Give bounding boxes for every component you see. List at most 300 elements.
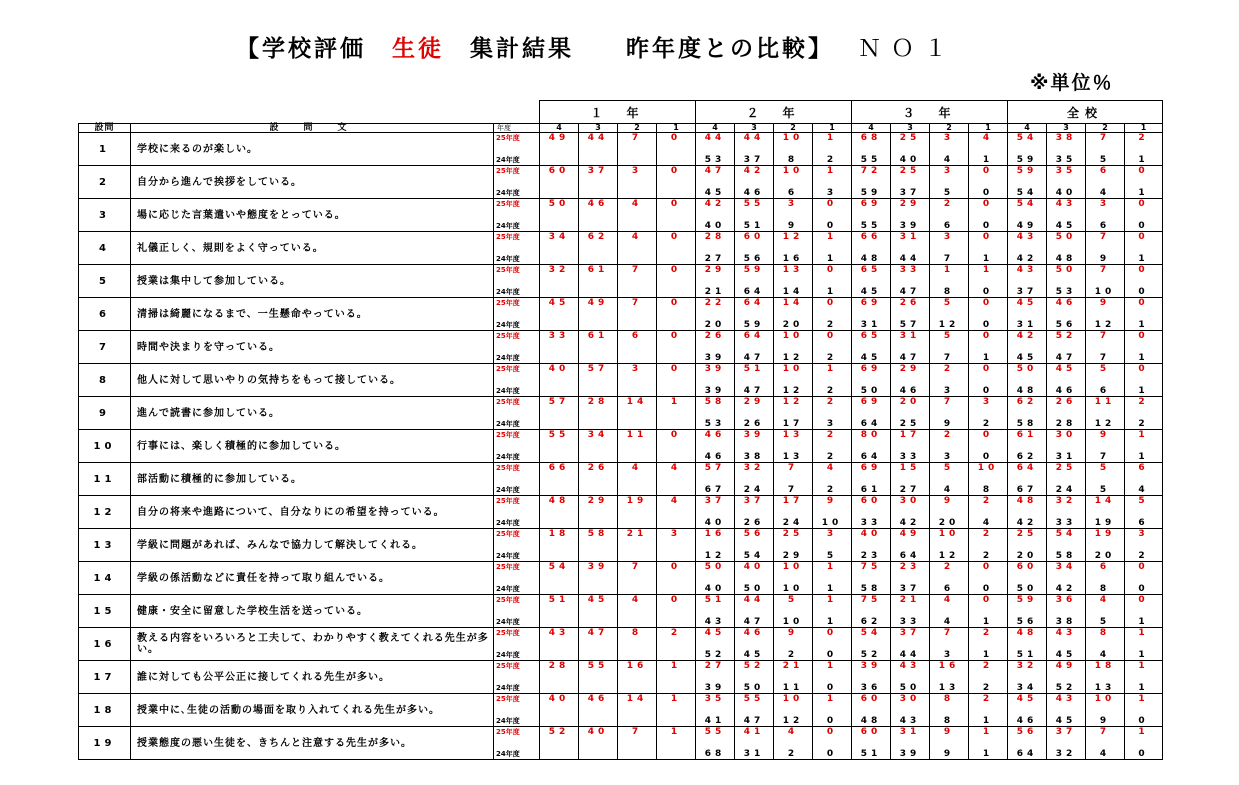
value-cell-25: 57	[540, 397, 579, 414]
value-cell-25: 59	[1008, 595, 1047, 612]
value-cell-25: 45	[1008, 298, 1047, 315]
value-cell-24	[657, 578, 696, 595]
value-cell-25: 7	[618, 298, 657, 315]
value-cell-25: 45	[1008, 694, 1047, 711]
value-cell-25: 0	[657, 199, 696, 216]
year-label-current: 25年度	[494, 232, 540, 249]
value-cell-24: 1	[969, 743, 1008, 760]
value-cell-25: 37	[891, 628, 930, 645]
value-cell-24: 0	[1125, 710, 1163, 727]
value-cell-25: 10	[774, 364, 813, 381]
value-cell-24: 1	[1125, 446, 1163, 463]
value-cell-24: 48	[1047, 248, 1086, 265]
value-cell-24: 45	[852, 347, 891, 364]
value-cell-25: 50	[540, 199, 579, 216]
value-cell-24: 52	[696, 644, 735, 661]
value-cell-25: 37	[735, 496, 774, 513]
value-cell-24: 40	[696, 578, 735, 595]
value-cell-24: 9	[930, 743, 969, 760]
value-cell-24: 12	[930, 545, 969, 562]
table-row	[79, 199, 1163, 216]
value-cell-25: 60	[852, 496, 891, 513]
value-cell-24: 2	[969, 677, 1008, 694]
value-cell-25: 9	[1086, 298, 1125, 315]
value-cell-24: 55	[852, 149, 891, 166]
value-cell-25: 0	[969, 430, 1008, 447]
value-cell-24	[579, 644, 618, 661]
value-cell-24: 0	[969, 380, 1008, 397]
value-cell-24	[579, 314, 618, 331]
value-cell-25: 33	[540, 331, 579, 348]
value-cell-25: 55	[696, 727, 735, 744]
value-cell-25: 25	[1008, 529, 1047, 546]
value-cell-24: 7	[930, 248, 969, 265]
table-row	[79, 331, 1163, 348]
value-cell-25: 35	[1047, 166, 1086, 183]
table-row	[79, 364, 1163, 381]
value-cell-25: 7	[618, 265, 657, 282]
value-cell-24: 46	[1008, 710, 1047, 727]
value-cell-24	[657, 413, 696, 430]
value-cell-24: 16	[774, 248, 813, 265]
value-cell-25: 18	[1086, 661, 1125, 678]
question-text: 部活動に積極的に参加している。	[131, 463, 494, 496]
value-cell-24: 67	[696, 479, 735, 496]
value-cell-25: 10	[774, 562, 813, 579]
value-cell-24	[579, 347, 618, 364]
question-text: 場に応じた言葉遣いや態度をとっている。	[131, 199, 494, 232]
value-cell-24: 2	[1125, 545, 1163, 562]
value-cell-25: 32	[540, 265, 579, 282]
value-cell-24: 31	[1008, 314, 1047, 331]
value-cell-24: 55	[852, 215, 891, 232]
value-cell-24: 62	[852, 611, 891, 628]
value-cell-25: 20	[891, 397, 930, 414]
value-cell-24: 20	[930, 512, 969, 529]
value-cell-24: 10	[774, 578, 813, 595]
value-cell-24: 13	[930, 677, 969, 694]
value-cell-24: 1	[1125, 182, 1163, 199]
value-cell-24	[579, 512, 618, 529]
value-cell-25: 7	[1086, 265, 1125, 282]
year-label-previous: 24年度	[494, 545, 540, 562]
value-cell-24: 4	[969, 512, 1008, 529]
title-highlight: 生徒	[392, 36, 444, 62]
value-cell-24: 26	[735, 512, 774, 529]
question-number-header: 設問	[79, 124, 131, 133]
value-cell-25: 54	[852, 628, 891, 645]
value-cell-24: 0	[813, 644, 852, 661]
value-cell-25: 13	[774, 430, 813, 447]
value-cell-24: 6	[1086, 215, 1125, 232]
scale-header: 2	[618, 124, 657, 133]
value-cell-24: 6	[774, 182, 813, 199]
value-cell-25: 7	[618, 727, 657, 744]
value-cell-24: 2	[813, 446, 852, 463]
table-row	[79, 133, 1163, 150]
value-cell-24: 32	[1047, 743, 1086, 760]
value-cell-25: 45	[1047, 364, 1086, 381]
table-row	[79, 463, 1163, 480]
value-cell-24: 42	[1008, 512, 1047, 529]
value-cell-24	[657, 644, 696, 661]
year-label-previous: 24年度	[494, 380, 540, 397]
value-cell-25: 18	[540, 529, 579, 546]
value-cell-25: 57	[696, 463, 735, 480]
value-cell-25: 27	[696, 661, 735, 678]
value-cell-25: 4	[930, 595, 969, 612]
value-cell-24	[579, 215, 618, 232]
year-label-previous: 24年度	[494, 347, 540, 364]
value-cell-25: 0	[657, 133, 696, 150]
value-cell-25: 9	[930, 727, 969, 744]
value-cell-25: 0	[813, 265, 852, 282]
value-cell-25: 1	[813, 595, 852, 612]
value-cell-25: 1	[813, 166, 852, 183]
value-cell-25: 26	[1047, 397, 1086, 414]
value-cell-24	[540, 545, 579, 562]
value-cell-25: 49	[579, 298, 618, 315]
question-number: 2	[79, 166, 131, 199]
value-cell-24	[540, 611, 579, 628]
year-label-previous: 24年度	[494, 578, 540, 595]
value-cell-25: 31	[891, 331, 930, 348]
table-row	[79, 529, 1163, 546]
value-cell-24: 33	[891, 446, 930, 463]
value-cell-24: 2	[813, 479, 852, 496]
value-cell-25: 61	[579, 265, 618, 282]
value-cell-24: 47	[891, 281, 930, 298]
value-cell-24: 33	[1047, 512, 1086, 529]
value-cell-25: 9	[1086, 430, 1125, 447]
value-cell-24: 5	[1086, 611, 1125, 628]
question-number: 14	[79, 562, 131, 595]
table-row	[79, 496, 1163, 513]
value-cell-25: 3	[618, 166, 657, 183]
title-suffix: 集計結果 昨年度との比較】	[444, 36, 834, 62]
value-cell-25: 43	[540, 628, 579, 645]
value-cell-25: 7	[1086, 727, 1125, 744]
value-cell-25: 1	[1125, 727, 1163, 744]
value-cell-24: 42	[1008, 248, 1047, 265]
year-label-current: 25年度	[494, 298, 540, 315]
value-cell-25: 7	[930, 628, 969, 645]
value-cell-25: 10	[774, 166, 813, 183]
table-row	[79, 430, 1163, 447]
value-cell-25: 19	[1086, 529, 1125, 546]
value-cell-24: 27	[696, 248, 735, 265]
value-cell-24: 53	[696, 149, 735, 166]
value-cell-24: 61	[852, 479, 891, 496]
value-cell-24: 38	[1047, 611, 1086, 628]
question-number: 5	[79, 265, 131, 298]
value-cell-24: 0	[1125, 743, 1163, 760]
value-cell-24: 40	[1047, 182, 1086, 199]
title-prefix: 【学校評価	[236, 36, 392, 62]
value-cell-25: 0	[1125, 232, 1163, 249]
value-cell-25: 0	[813, 331, 852, 348]
value-cell-24: 1	[1125, 347, 1163, 364]
value-cell-24	[618, 710, 657, 727]
value-cell-25: 55	[579, 661, 618, 678]
value-cell-25: 0	[1125, 298, 1163, 315]
value-cell-25: 10	[969, 463, 1008, 480]
value-cell-25: 0	[969, 595, 1008, 612]
year-label-previous: 24年度	[494, 215, 540, 232]
value-cell-25: 2	[969, 661, 1008, 678]
value-cell-25: 29	[735, 397, 774, 414]
value-cell-25: 0	[657, 232, 696, 249]
value-cell-24	[540, 644, 579, 661]
value-cell-24: 1	[1125, 644, 1163, 661]
value-cell-25: 52	[1047, 331, 1086, 348]
value-cell-25: 45	[696, 628, 735, 645]
value-cell-25: 41	[735, 727, 774, 744]
value-cell-25: 43	[1008, 232, 1047, 249]
value-cell-24	[657, 182, 696, 199]
year-label-current: 25年度	[494, 529, 540, 546]
value-cell-25: 29	[891, 199, 930, 216]
value-cell-25: 30	[1047, 430, 1086, 447]
value-cell-24	[618, 677, 657, 694]
value-cell-24: 54	[735, 545, 774, 562]
value-cell-24: 1	[813, 281, 852, 298]
value-cell-24	[657, 545, 696, 562]
value-cell-25: 0	[813, 298, 852, 315]
value-cell-25: 2	[813, 397, 852, 414]
value-cell-25: 28	[579, 397, 618, 414]
question-number: 15	[79, 595, 131, 628]
scale-header: 3	[1047, 124, 1086, 133]
value-cell-25: 3	[774, 199, 813, 216]
value-cell-25: 6	[1086, 166, 1125, 183]
value-cell-25: 3	[930, 133, 969, 150]
value-cell-25: 4	[657, 496, 696, 513]
value-cell-25: 29	[579, 496, 618, 513]
value-cell-25: 11	[618, 430, 657, 447]
value-cell-25: 57	[579, 364, 618, 381]
value-cell-25: 61	[1008, 430, 1047, 447]
value-cell-25: 5	[930, 298, 969, 315]
value-cell-24: 1	[813, 611, 852, 628]
question-text: 授業中に､生徒の活動の場面を取り入れてくれる先生が多い。	[131, 694, 494, 727]
value-cell-24	[579, 281, 618, 298]
value-cell-25: 1	[813, 364, 852, 381]
value-cell-24: 10	[1086, 281, 1125, 298]
value-cell-24	[540, 248, 579, 265]
value-cell-25: 0	[657, 364, 696, 381]
value-cell-25: 16	[696, 529, 735, 546]
scale-header: 3	[891, 124, 930, 133]
value-cell-24: 1	[813, 578, 852, 595]
value-cell-25: 59	[1008, 166, 1047, 183]
scale-header: 4	[1008, 124, 1047, 133]
value-cell-25: 80	[852, 430, 891, 447]
value-cell-24: 59	[735, 314, 774, 331]
value-cell-24: 29	[774, 545, 813, 562]
value-cell-24	[540, 578, 579, 595]
value-cell-25: 0	[969, 298, 1008, 315]
value-cell-24: 20	[774, 314, 813, 331]
value-cell-25: 0	[1125, 364, 1163, 381]
value-cell-25: 0	[969, 364, 1008, 381]
value-cell-24	[618, 281, 657, 298]
value-cell-25: 5	[774, 595, 813, 612]
value-cell-24	[618, 611, 657, 628]
value-cell-25: 10	[930, 529, 969, 546]
value-cell-24: 8	[774, 149, 813, 166]
value-cell-25: 48	[1008, 628, 1047, 645]
value-cell-25: 69	[852, 298, 891, 315]
value-cell-25: 2	[930, 199, 969, 216]
value-cell-25: 2	[969, 694, 1008, 711]
table-row	[79, 727, 1163, 744]
value-cell-25: 2	[1125, 133, 1163, 150]
value-cell-24	[618, 743, 657, 760]
value-cell-25: 14	[1086, 496, 1125, 513]
value-cell-24: 8	[930, 281, 969, 298]
value-cell-24: 0	[1125, 578, 1163, 595]
question-text: 清掃は綺麗になるまで、一生懸命やっている。	[131, 298, 494, 331]
group-header-grade1: １ 年	[540, 101, 696, 124]
value-cell-24: 1	[969, 710, 1008, 727]
value-cell-25: 0	[657, 595, 696, 612]
value-cell-25: 1	[1125, 628, 1163, 645]
value-cell-24: 37	[735, 149, 774, 166]
value-cell-24: 37	[891, 578, 930, 595]
question-text: 自分の将来や進路について、自分なりにの希望を持っている。	[131, 496, 494, 529]
value-cell-25: 60	[540, 166, 579, 183]
value-cell-24	[540, 677, 579, 694]
value-cell-24: 39	[696, 347, 735, 364]
value-cell-25: 39	[579, 562, 618, 579]
value-cell-25: 49	[1047, 661, 1086, 678]
value-cell-25: 6	[1125, 463, 1163, 480]
year-label-current: 25年度	[494, 628, 540, 645]
value-cell-24: 4	[930, 611, 969, 628]
value-cell-25: 39	[696, 364, 735, 381]
value-cell-25: 54	[1047, 529, 1086, 546]
value-cell-25: 30	[891, 694, 930, 711]
value-cell-24: 1	[813, 248, 852, 265]
value-cell-24: 19	[1086, 512, 1125, 529]
value-cell-25: 3	[930, 166, 969, 183]
value-cell-25: 1	[1125, 694, 1163, 711]
value-cell-24	[579, 248, 618, 265]
value-cell-24: 2	[813, 347, 852, 364]
value-cell-25: 39	[735, 430, 774, 447]
value-cell-24: 1	[969, 149, 1008, 166]
value-cell-24: 34	[1008, 677, 1047, 694]
value-cell-25: 60	[735, 232, 774, 249]
value-cell-24: 5	[1086, 479, 1125, 496]
value-cell-24: 37	[891, 182, 930, 199]
value-cell-25: 25	[891, 133, 930, 150]
value-cell-24: 12	[774, 380, 813, 397]
value-cell-24: 51	[735, 215, 774, 232]
value-cell-24	[657, 710, 696, 727]
value-cell-24: 39	[696, 380, 735, 397]
value-cell-25: 4	[618, 199, 657, 216]
value-cell-24: 12	[1086, 413, 1125, 430]
value-cell-24: 10	[774, 611, 813, 628]
value-cell-25: 0	[657, 430, 696, 447]
value-cell-24	[540, 479, 579, 496]
value-cell-25: 11	[1086, 397, 1125, 414]
scale-header: 2	[930, 124, 969, 133]
value-cell-24: 20	[1008, 545, 1047, 562]
value-cell-24: 0	[813, 743, 852, 760]
value-cell-25: 9	[813, 496, 852, 513]
value-cell-24: 8	[969, 479, 1008, 496]
value-cell-24: 64	[852, 413, 891, 430]
value-cell-25: 52	[735, 661, 774, 678]
value-cell-24: 0	[969, 215, 1008, 232]
value-cell-24: 62	[1008, 446, 1047, 463]
table-row	[79, 595, 1163, 612]
value-cell-25: 16	[618, 661, 657, 678]
question-text-header: 設 問 文	[131, 124, 494, 133]
value-cell-25: 58	[696, 397, 735, 414]
value-cell-24: 50	[1008, 578, 1047, 595]
value-cell-24: 1	[1125, 611, 1163, 628]
unit-note: ※単位％	[1030, 72, 1114, 94]
value-cell-24: 42	[1047, 578, 1086, 595]
value-cell-25: 22	[696, 298, 735, 315]
value-cell-24	[657, 611, 696, 628]
value-cell-25: 47	[696, 166, 735, 183]
value-cell-24: 4	[930, 479, 969, 496]
value-cell-25: 43	[891, 661, 930, 678]
value-cell-24: 45	[1008, 347, 1047, 364]
value-cell-25: 62	[579, 232, 618, 249]
value-cell-24: 56	[735, 248, 774, 265]
value-cell-24: 48	[852, 710, 891, 727]
value-cell-24	[579, 545, 618, 562]
value-cell-25: 6	[1086, 562, 1125, 579]
value-cell-25: 50	[1008, 364, 1047, 381]
value-cell-25: 51	[735, 364, 774, 381]
value-cell-24	[540, 149, 579, 166]
value-cell-25: 39	[852, 661, 891, 678]
value-cell-25: 3	[813, 529, 852, 546]
value-cell-24: 6	[1086, 380, 1125, 397]
value-cell-24: 5	[813, 545, 852, 562]
scale-header: 4	[696, 124, 735, 133]
value-cell-24: 1	[1125, 314, 1163, 331]
value-cell-25: 32	[1047, 496, 1086, 513]
value-cell-24: 45	[696, 182, 735, 199]
year-header: 年度	[494, 124, 540, 133]
value-cell-25: 40	[540, 364, 579, 381]
value-cell-25: 48	[540, 496, 579, 513]
value-cell-25: 46	[1047, 298, 1086, 315]
question-number: 8	[79, 364, 131, 397]
value-cell-25: 0	[1125, 331, 1163, 348]
value-cell-24: 36	[852, 677, 891, 694]
value-cell-25: 2	[969, 529, 1008, 546]
value-cell-25: 3	[1125, 529, 1163, 546]
value-cell-24: 58	[852, 578, 891, 595]
value-cell-24: 7	[1086, 446, 1125, 463]
question-text: 授業態度の悪い生徒を、きちんと注意する先生が多い。	[131, 727, 494, 760]
value-cell-25: 64	[735, 331, 774, 348]
value-cell-25: 64	[1008, 463, 1047, 480]
value-cell-24: 59	[852, 182, 891, 199]
value-cell-25: 51	[540, 595, 579, 612]
value-cell-24	[657, 677, 696, 694]
value-cell-24	[579, 479, 618, 496]
